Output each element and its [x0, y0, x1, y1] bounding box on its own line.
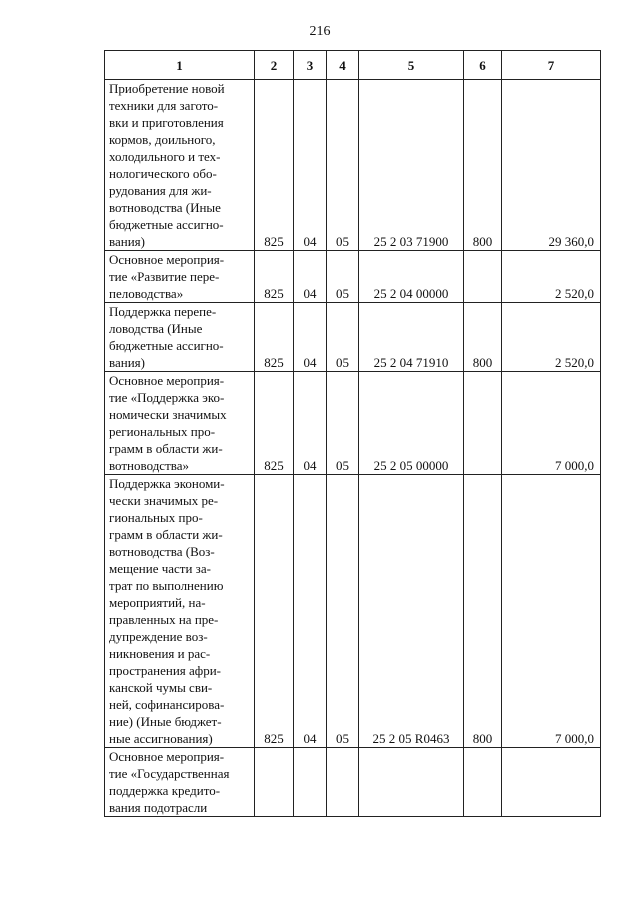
ministry-code-cell: 825 — [255, 251, 294, 303]
item-name-line: пеловодства» — [109, 286, 184, 301]
item-name-line: гиональных про- — [109, 510, 203, 525]
target-article-cell: 25 2 04 71910 — [359, 303, 464, 372]
expense-type-cell — [464, 748, 502, 817]
expense-type-cell: 800 — [464, 80, 502, 251]
subsection-code-cell: 05 — [327, 303, 359, 372]
item-name-line: ние) (Иные бюджет- — [109, 714, 222, 729]
table-row — [105, 372, 601, 475]
section-code-cell: 04 — [294, 372, 327, 475]
target-article-cell — [359, 748, 464, 817]
header-cell: 1 — [105, 51, 255, 80]
section-code-cell: 04 — [294, 303, 327, 372]
table-row — [105, 303, 601, 372]
item-name-line: бюджетные ассигно- — [109, 338, 224, 353]
item-name-line: дупреждение воз- — [109, 629, 208, 644]
item-name-line: чески значимых ре- — [109, 493, 219, 508]
ministry-code-cell: 825 — [255, 475, 294, 748]
expense-type-cell — [464, 251, 502, 303]
subsection-code-cell: 05 — [327, 251, 359, 303]
item-name-line: Основное мероприя- — [109, 252, 225, 267]
expense-type-cell — [464, 372, 502, 475]
item-name-line: вки и приготовления — [109, 115, 224, 130]
item-name-line: Поддержка перепе- — [109, 304, 217, 319]
item-name-line: тие «Поддержка эко- — [109, 390, 225, 405]
item-name-line: кормов, доильного, — [109, 132, 216, 147]
target-article-cell: 25 2 03 71900 — [359, 80, 464, 251]
item-name-line: региональных про- — [109, 424, 216, 439]
item-name-line: мероприятий, на- — [109, 595, 206, 610]
item-name-line: вотноводства (Иные — [109, 200, 221, 215]
table-row — [105, 475, 601, 748]
item-name-line: вания) — [109, 355, 145, 370]
item-name-cell — [105, 80, 255, 251]
table-row — [105, 748, 601, 817]
ministry-code-cell: 825 — [255, 372, 294, 475]
expense-type-cell: 800 — [464, 475, 502, 748]
header-cell: 5 — [359, 51, 464, 80]
item-name-line: ловодства (Иные — [109, 321, 203, 336]
table-row — [105, 80, 601, 251]
item-name-line: правленных на пре- — [109, 612, 219, 627]
item-name-line: мещение части за- — [109, 561, 211, 576]
ministry-code-cell — [255, 748, 294, 817]
item-name-line: пространения афри- — [109, 663, 222, 678]
item-name-line: вотноводства» — [109, 458, 189, 473]
item-name-cell — [105, 372, 255, 475]
header-cell: 2 — [255, 51, 294, 80]
expense-type-cell: 800 — [464, 303, 502, 372]
item-name-line: Основное мероприя- — [109, 749, 225, 764]
item-name-line: вания подотрасли — [109, 800, 208, 815]
table-row — [105, 251, 601, 303]
section-code-cell: 04 — [294, 475, 327, 748]
amount-cell — [502, 748, 601, 817]
item-name-line: техники для загото- — [109, 98, 219, 113]
item-name-cell — [105, 475, 255, 748]
item-name-line: Поддержка экономи- — [109, 476, 225, 491]
ministry-code-cell: 825 — [255, 80, 294, 251]
item-name-cell — [105, 748, 255, 817]
budget-table — [104, 50, 601, 817]
item-name-line: вания) — [109, 234, 145, 249]
item-name-line: вотноводства (Воз- — [109, 544, 215, 559]
header-cell: 3 — [294, 51, 327, 80]
table-header-row — [105, 51, 601, 80]
item-name-line: Приобретение новой — [109, 81, 225, 96]
subsection-code-cell: 05 — [327, 80, 359, 251]
target-article-cell: 25 2 05 R0463 — [359, 475, 464, 748]
item-name-line: Основное мероприя- — [109, 373, 225, 388]
item-name-cell — [105, 251, 255, 303]
item-name-line: рудования для жи- — [109, 183, 212, 198]
subsection-code-cell: 05 — [327, 475, 359, 748]
item-name-line: грамм в области жи- — [109, 441, 223, 456]
ministry-code-cell: 825 — [255, 303, 294, 372]
target-article-cell: 25 2 04 00000 — [359, 251, 464, 303]
item-name-line: номически значимых — [109, 407, 227, 422]
amount-cell: 7 000,0 — [502, 372, 601, 475]
amount-cell: 2 520,0 — [502, 303, 601, 372]
amount-cell: 29 360,0 — [502, 80, 601, 251]
item-name-line: бюджетные ассигно- — [109, 217, 224, 232]
item-name-line: холодильного и тех- — [109, 149, 221, 164]
target-article-cell: 25 2 05 00000 — [359, 372, 464, 475]
item-name-line: грамм в области жи- — [109, 527, 223, 542]
item-name-cell — [105, 303, 255, 372]
subsection-code-cell: 05 — [327, 372, 359, 475]
header-cell: 6 — [464, 51, 502, 80]
section-code-cell: 04 — [294, 80, 327, 251]
amount-cell: 2 520,0 — [502, 251, 601, 303]
section-code-cell: 04 — [294, 251, 327, 303]
item-name-line: ные ассигнования) — [109, 731, 213, 746]
header-cell: 7 — [502, 51, 601, 80]
item-name-line: нологического обо- — [109, 166, 217, 181]
section-code-cell — [294, 748, 327, 817]
amount-cell: 7 000,0 — [502, 475, 601, 748]
subsection-code-cell — [327, 748, 359, 817]
header-cell: 4 — [327, 51, 359, 80]
item-name-line: тие «Государственная — [109, 766, 230, 781]
item-name-line: тие «Развитие пере- — [109, 269, 220, 284]
item-name-line: поддержка кредито- — [109, 783, 221, 798]
item-name-line: трат по выполнению — [109, 578, 224, 593]
item-name-line: канской чумы сви- — [109, 680, 213, 695]
item-name-line: никновения и рас- — [109, 646, 211, 661]
item-name-line: ней, софинансирова- — [109, 697, 225, 712]
page-number: 216 — [309, 24, 331, 39]
